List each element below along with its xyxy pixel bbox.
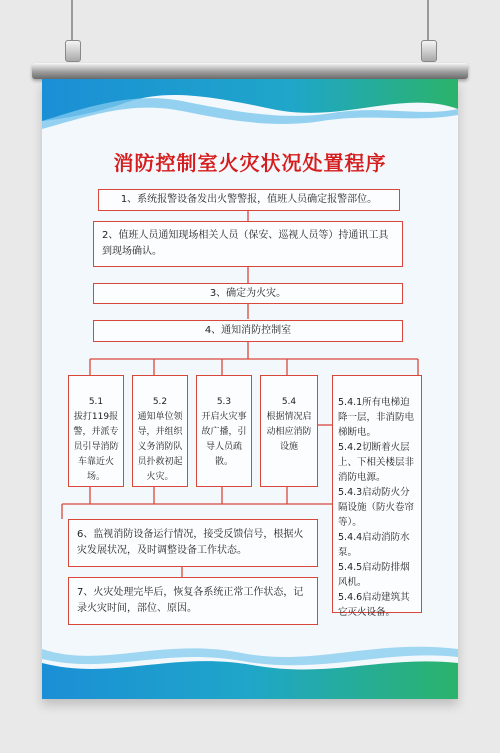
step-3-box bbox=[93, 283, 403, 304]
clip-left bbox=[65, 40, 81, 62]
step-5-4-detail-text: 5.4.1所有电梯迫降一层，非消防电梯断电。 5.4.2切断着火层上、下相关楼层非消防电源。 5.4.3启动防火分隔设施（防火卷帘等）。 5.4.4启动消防水泵。 5.4.5启动防排烟风机。 5.4.6启动建筑其它灭火设备。 bbox=[338, 397, 415, 618]
step-5-2-box bbox=[132, 375, 188, 487]
step-6-text: 6、监视消防设备运行情况，接受反馈信号，根据火灾发展状况，及时调整设备工作状态。 bbox=[77, 529, 304, 556]
step-5-4-detail-box bbox=[332, 375, 422, 618]
step-5-1-box bbox=[68, 375, 124, 487]
step-5-4-box bbox=[260, 375, 318, 487]
step-7-text: 7、火灾处理完毕后，恢复各系统正常工作状态，记录火灾时间，部位、原因。 bbox=[77, 587, 304, 614]
step-5-1-text: 5.1 拔打119报警，并派专员引导消防车靠近火场。 bbox=[73, 397, 119, 482]
step-7-box bbox=[68, 577, 318, 625]
step-4-text: 4、通知消防控制室 bbox=[204, 325, 292, 336]
page-title: 消防控制室火灾状况处置程序 bbox=[113, 151, 387, 175]
step-5-3-text: 5.3 开启火灾事故广播，引导人员疏散。 bbox=[201, 397, 247, 467]
step-2-box bbox=[93, 221, 403, 267]
step-1-box bbox=[98, 189, 400, 211]
clip-right bbox=[421, 40, 437, 62]
step-4-box bbox=[93, 320, 403, 342]
step-5-4-text: 5.4 根据情况启动相应消防设施 bbox=[266, 397, 312, 452]
step-5-3-box bbox=[196, 375, 252, 487]
step-3-text: 3、确定为火灾。 bbox=[209, 287, 287, 299]
step-6-box bbox=[68, 519, 318, 567]
hanging-rod bbox=[32, 63, 468, 79]
step-5-2-text: 5.2 通知单位领导，并组织义务消防队员扑救初起火灾。 bbox=[137, 397, 183, 482]
poster bbox=[42, 79, 458, 699]
step-1-text: 1、系统报警设备发出火警警报，值班人员确定报警部位。 bbox=[120, 194, 378, 205]
step-2-text: 2、值班人员通知现场相关人员（保安、巡视人员等）持通讯工具到现场确认。 bbox=[102, 230, 389, 257]
